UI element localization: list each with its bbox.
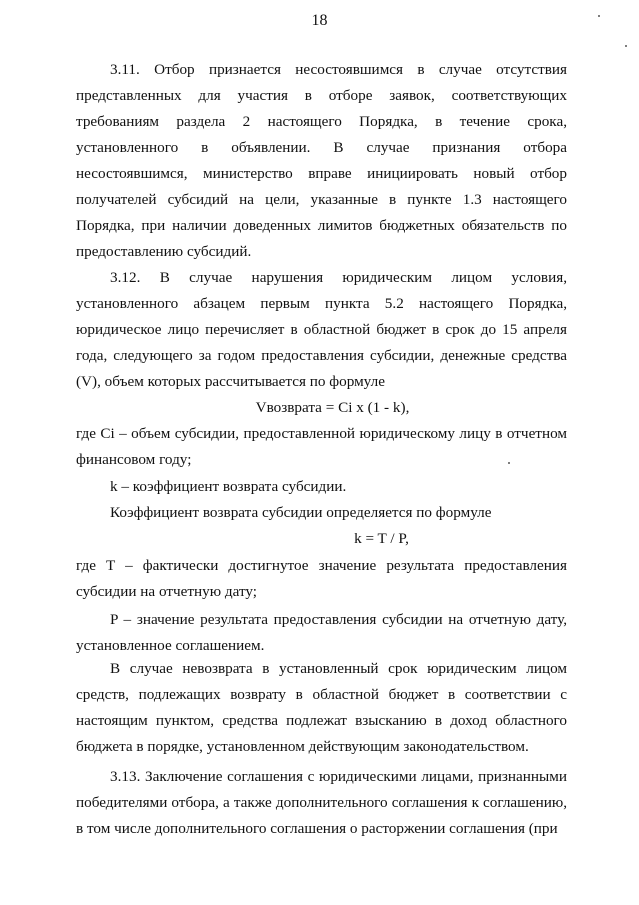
paragraph-text: 3.11. Отбор признается несостоявшимся в случае отсутствия представленных для участия в отборе заявок, соответствующих требованиям раздела 2 настоящего Порядка, в течение срока, установленного в объявлении. В случае признания отбора несостоявшимся, министерство вправе инициировать новый отбор получателей субсидий на цели, указанные в пункте 1.3 настоящего Порядка, при наличии доведенных лимитов бюджетных обязательств по предоставлению субсидий. <box>76 61 567 260</box>
definition-t <box>76 553 567 605</box>
scan-speck <box>598 15 600 17</box>
paragraph-text: Коэффициент возврата субсидии определяется по формуле <box>110 504 492 521</box>
paragraph-text: где T – фактически достигнутое значение результата предоставления субсидии на отчетную дату; <box>76 557 567 600</box>
definition-k <box>76 474 567 500</box>
paragraph-non-return <box>76 656 567 760</box>
formula-v <box>76 395 567 421</box>
scan-speck <box>508 462 510 464</box>
paragraph-3-13 <box>76 764 567 842</box>
scan-speck <box>625 45 627 47</box>
k-intro <box>76 500 567 526</box>
paragraph-3-12 <box>76 265 567 395</box>
paragraph-text: В случае невозврата в установленный срок юридическим лицом средств, подлежащих возврату в областной бюджет в соответствии с настоящим пунктом, средства подлежат взысканию в доход областного бюджета в порядке, установленном действующим законодательством. <box>76 660 567 755</box>
paragraph-text: где Ci – объем субсидии, предоставленной юридическому лицу в отчетном финансовом году; <box>76 425 567 468</box>
paragraph-3-11 <box>76 57 567 265</box>
paragraph-text: P – значение результата предоставления субсидии на отчетную дату, установленное соглашением. <box>76 611 567 654</box>
formula-k <box>76 526 567 552</box>
paragraph-text: 3.12. В случае нарушения юридическим лицом условия, установленного абзацем первым пункта 5.2 настоящего Порядка, юридическое лицо перечисляет в областной бюджет в срок до 15 апреля года, следующего за годом предоставления субсидии, денежные средства (V), объем которых рассчитывается по формуле <box>76 269 567 390</box>
page-number: 18 <box>311 12 328 29</box>
paragraph-text: k – коэффициент возврата субсидии. <box>110 478 347 495</box>
formula-text: k = T / P, <box>354 530 409 547</box>
definition-p <box>76 607 567 659</box>
paragraph-text: 3.13. Заключение соглашения с юридическими лицами, признанными победителями отбора, а также дополнительного соглашения к соглашению, в том числе дополнительного соглашения о расторжении соглашения (при <box>76 768 567 837</box>
formula-text: Vвозврата = Ci x (1 - k), <box>255 399 410 416</box>
definition-ci <box>76 421 567 473</box>
